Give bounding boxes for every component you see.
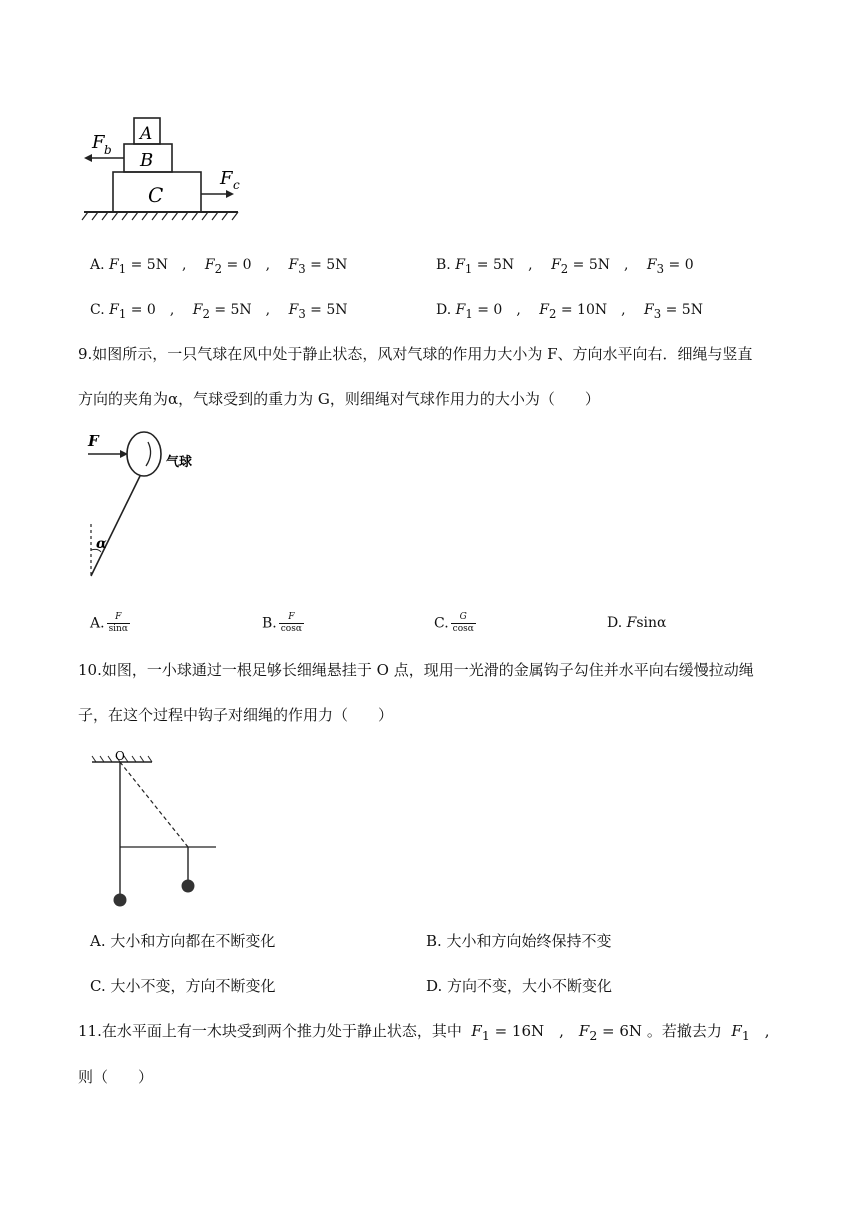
q8-option-a[interactable]: A. $F_1 = 5N$ , $F_2 = 0$ , $F_3 = 5N$: [90, 257, 348, 276]
q8-option-d[interactable]: D. $F_1 = 0$ , $F_2 = 10N$ , $F_3 = 5N$: [436, 302, 703, 321]
pivot-o-label: O: [115, 749, 125, 763]
q10-stem-line1: 10.如图，一小球通过一根足够长细绳悬挂于 O 点，现用一光滑的金属钩子勾住并水平向右缓慢拉动绳: [78, 661, 754, 679]
q10-option-b[interactable]: B. 大小和方向始终保持不变: [426, 932, 612, 950]
q10-option-a[interactable]: A. 大小和方向都在不断变化: [90, 932, 276, 950]
q10-option-c[interactable]: C. 大小不变，方向不断变化: [90, 977, 276, 995]
q11-stem-line1: 11.在水平面上有一木块受到两个推力处于静止状态，其中 $F_1 = 16N$ , $F_2 = 6N$ 。若撤去力 $F_1$ ,: [78, 1022, 770, 1043]
force-c-subscript: c: [233, 178, 240, 192]
force-b-subscript: b: [104, 143, 112, 157]
block-a-label: A: [140, 124, 153, 144]
angle-alpha-label: α: [96, 536, 107, 552]
q10-stem-line2: 子，在这个过程中钩子对细绳的作用力（ ）: [78, 706, 394, 724]
figure-balloon: [84, 428, 214, 586]
force-c-label: F: [220, 168, 233, 189]
q9-option-a[interactable]: A. $\frac{F}{\sin\alpha}$: [90, 612, 128, 634]
wind-force-label: F: [88, 432, 99, 450]
balloon-label: 气球: [166, 455, 193, 470]
q10-option-d[interactable]: D. 方向不变，大小不断变化: [426, 977, 613, 995]
q9-stem-line1: 9.如图所示，一只气球在风中处于静止状态，风对气球的作用力大小为 F、方向水平向右．细绳与竖直: [78, 345, 753, 363]
q9-option-c[interactable]: C. $\frac{G}{\cos\alpha}$: [434, 612, 474, 634]
q8-option-b[interactable]: B. $F_1 = 5N$ , $F_2 = 5N$ , $F_3 = 0$: [436, 257, 694, 276]
q9-option-d[interactable]: D. Fsinα: [607, 615, 667, 631]
figure-pendulum-hook: [88, 748, 218, 912]
block-b-label: B: [140, 150, 154, 171]
q9-stem-line2: 方向的夹角为α，气球受到的重力为 G，则细绳对气球作用力的大小为（ ）: [78, 390, 600, 408]
q8-option-c[interactable]: C. $F_1 = 0$ , $F_2 = 5N$ , $F_3 = 5N$: [90, 302, 348, 321]
q11-stem-line2: 则（ ）: [78, 1068, 154, 1086]
force-b-label: F: [92, 132, 105, 153]
q9-option-b[interactable]: B. $\frac{F}{\cos\alpha}$: [262, 612, 302, 634]
block-c-label: C: [148, 183, 164, 207]
figure-blocks-abc: [78, 108, 248, 228]
